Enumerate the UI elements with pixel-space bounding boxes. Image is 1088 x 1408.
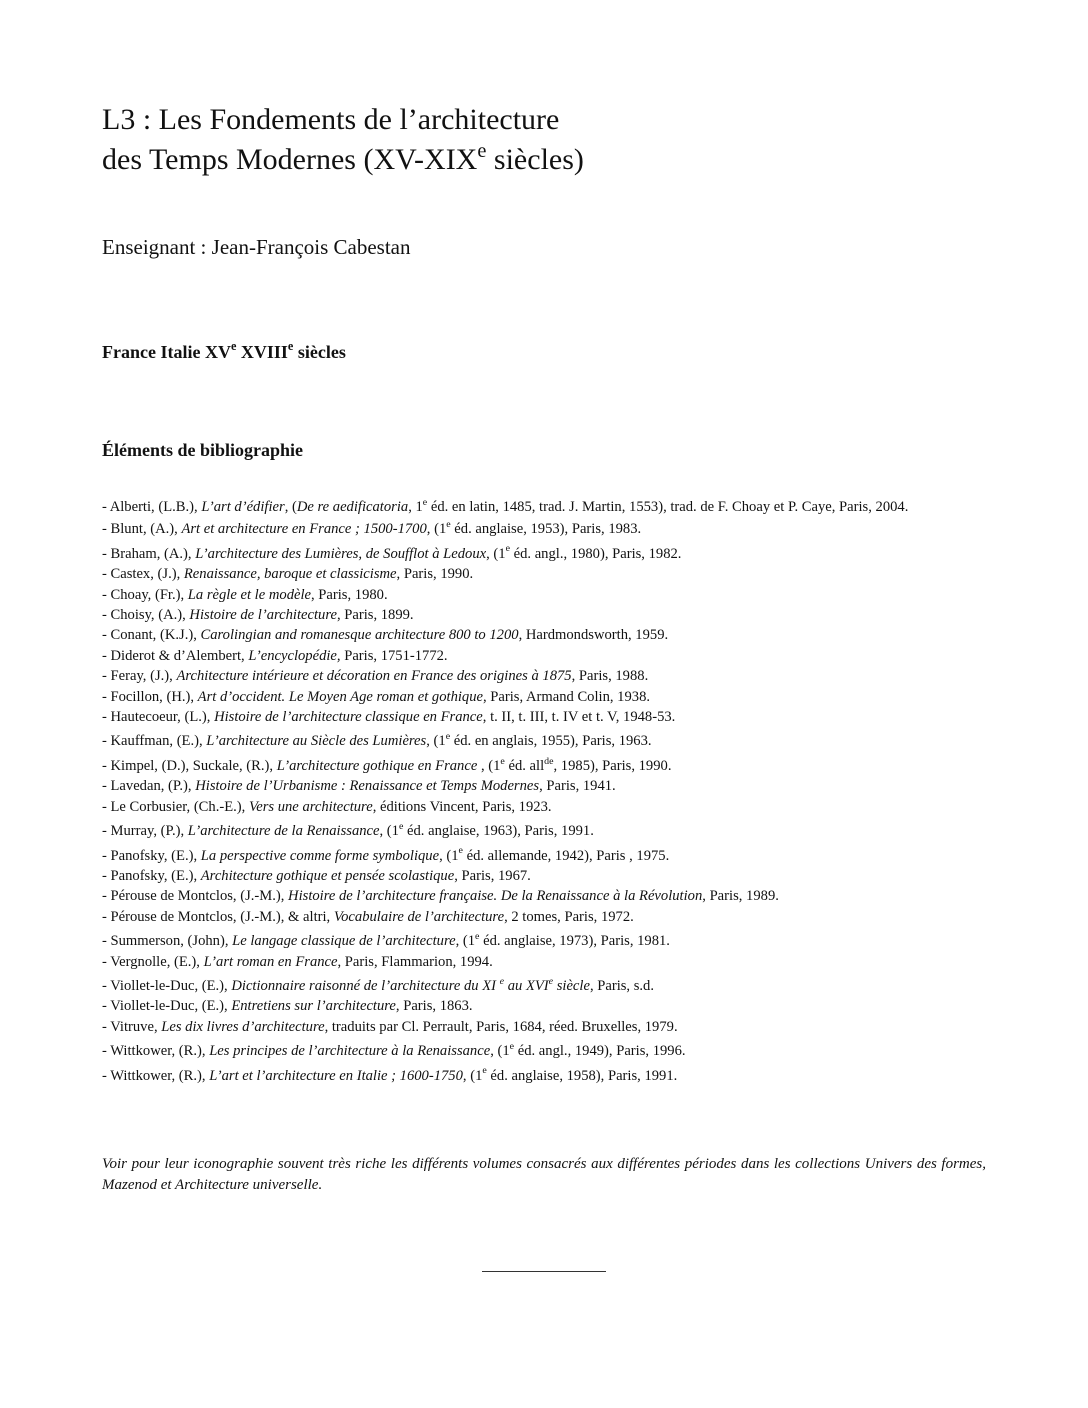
- bibliography-entry: - Kauffman, (E.), L’architecture au Siècle des Lumières, (1e éd. en anglais, 1955), Paris, 1963.: [102, 731, 652, 750]
- bibliography-entry: - Panofsky, (E.), La perspective comme forme symbolique, (1e éd. allemande, 1942), Paris , 1975.: [102, 845, 670, 864]
- bibliography-entry: - Hautecoeur, (L.), Histoire de l’architecture classique en France, t. II, t. III, t. IV et t. V, 1948-53.: [102, 709, 676, 726]
- title-line-1: L3 : Les Fondements de l’architecture: [102, 103, 560, 136]
- bibliography-entry: - Kimpel, (D.), Suckale, (R.), L’architecture gothique en France , (1e éd. all$^{de}$, 1985), Paris, 1990.: [102, 755, 672, 774]
- bibliography-entry: - Vitruve, Les dix livres d’architecture, traduits par Cl. Perrault, Paris, 1684, réed. Bruxelles, 1979.: [102, 1018, 678, 1035]
- bibliography-entry: - Pérouse de Montclos, (J.-M.), & altri, Vocabulaire de l’architecture, 2 tomes, Paris, 1972.: [102, 908, 634, 925]
- bibliography-entry: - Le Corbusier, (Ch.-E.), Vers une architecture, éditions Vincent, Paris, 1923.: [102, 798, 552, 815]
- bibliography-heading: Éléments de bibliographie: [102, 440, 304, 460]
- bibliography-entry: - Feray, (J.), Architecture intérieure et décoration en France des origines à 1875, Paris, 1988.: [102, 668, 649, 685]
- bibliography-entry: - Focillon, (H.), Art d’occident. Le Moyen Age roman et gothique, Paris, Armand Colin, 1938.: [102, 688, 651, 705]
- bibliography-entry: - Blunt, (A.), Art et architecture en France ; 1500-1700, (1e éd. anglaise, 1953), Paris, 1983.: [102, 519, 642, 538]
- bibliography-entry: - Vergnolle, (E.), L’art roman en France, Paris, Flammarion, 1994.: [102, 953, 493, 970]
- title-line-2: des Temps Modernes (XV-XIXe siècles): [102, 139, 584, 176]
- bibliography-entry: - Viollet-le-Duc, (E.), Dictionnaire raisonné de l’architecture du XI $^e$ au XVIe siècle, Paris, s.d.: [102, 975, 654, 994]
- bibliography-entry: - Castex, (J.), Renaissance, baroque et classicisme, Paris, 1990.: [102, 566, 474, 583]
- bibliography-entry: - Wittkower, (R.), L’art et l’architecture en Italie ; 1600-1750, (1e éd. anglaise, 1958), Paris, 1991.: [102, 1065, 678, 1084]
- teacher-line: Enseignant : Jean-François Cabestan: [102, 235, 411, 259]
- bibliography-entry: - Alberti, (L.B.), L’art d’édifier, (De re aedificatoria, 1e éd. en latin, 1485, trad. J. Martin, 1553), trad. de F. Choay et P. Caye, Paris, 2004.: [102, 496, 909, 515]
- iconography-note: Voir pour leur iconographie souvent très riche les différents volumes consacrés aux différentes périodes dans les collections Univers des formes, Mazenod et Architecture universelle.: [102, 1156, 986, 1193]
- bibliography-entry: - Viollet-le-Duc, (E.), Entretiens sur l’architecture, Paris, 1863.: [102, 998, 473, 1015]
- bibliography-list: [102, 497, 986, 1086]
- footer-rule: [482, 1271, 606, 1272]
- bibliography-entry: - Choay, (Fr.), La règle et le modèle, Paris, 1980.: [102, 586, 388, 603]
- bibliography-entry: - Diderot & d’Alembert, L’encyclopédie, Paris, 1751-1772.: [102, 647, 448, 664]
- bibliography-entry: - Braham, (A.), L’architecture des Lumières, de Soufflot à Ledoux, (1e éd. angl., 1980), Paris, 1982.: [102, 543, 682, 562]
- bibliography-entry: - Panofsky, (E.), Architecture gothique et pensée scolastique, Paris, 1967.: [102, 867, 531, 884]
- bibliography-entry: - Pérouse de Montclos, (J.-M.), Histoire de l’architecture française. De la Renaissance à la Révolution, Paris, 1989.: [102, 888, 779, 905]
- bibliography-entry: - Murray, (P.), L’architecture de la Renaissance, (1e éd. anglaise, 1963), Paris, 1991.: [102, 820, 594, 840]
- section-subtitle: France Italie XVe XVIIIe siècles: [102, 339, 346, 362]
- bibliography-entry: - Choisy, (A.), Histoire de l’architecture, Paris, 1899.: [102, 607, 414, 624]
- bibliography-entry: - Wittkower, (R.), Les principes de l’architecture à la Renaissance, (1e éd. angl., 1949), Paris, 1996.: [102, 1040, 686, 1060]
- page-title: [102, 100, 584, 180]
- bibliography-entry: - Lavedan, (P.), Histoire de l’Urbanisme : Renaissance et Temps Modernes, Paris, 1941.: [102, 778, 616, 795]
- bibliography-entry: - Summerson, (John), Le langage classique de l’architecture, (1e éd. anglaise, 1973), Paris, 1981.: [102, 930, 670, 950]
- bibliography-entry: - Conant, (K.J.), Carolingian and romanesque architecture 800 to 1200, Hardmondsworth, 1959.: [102, 627, 669, 644]
